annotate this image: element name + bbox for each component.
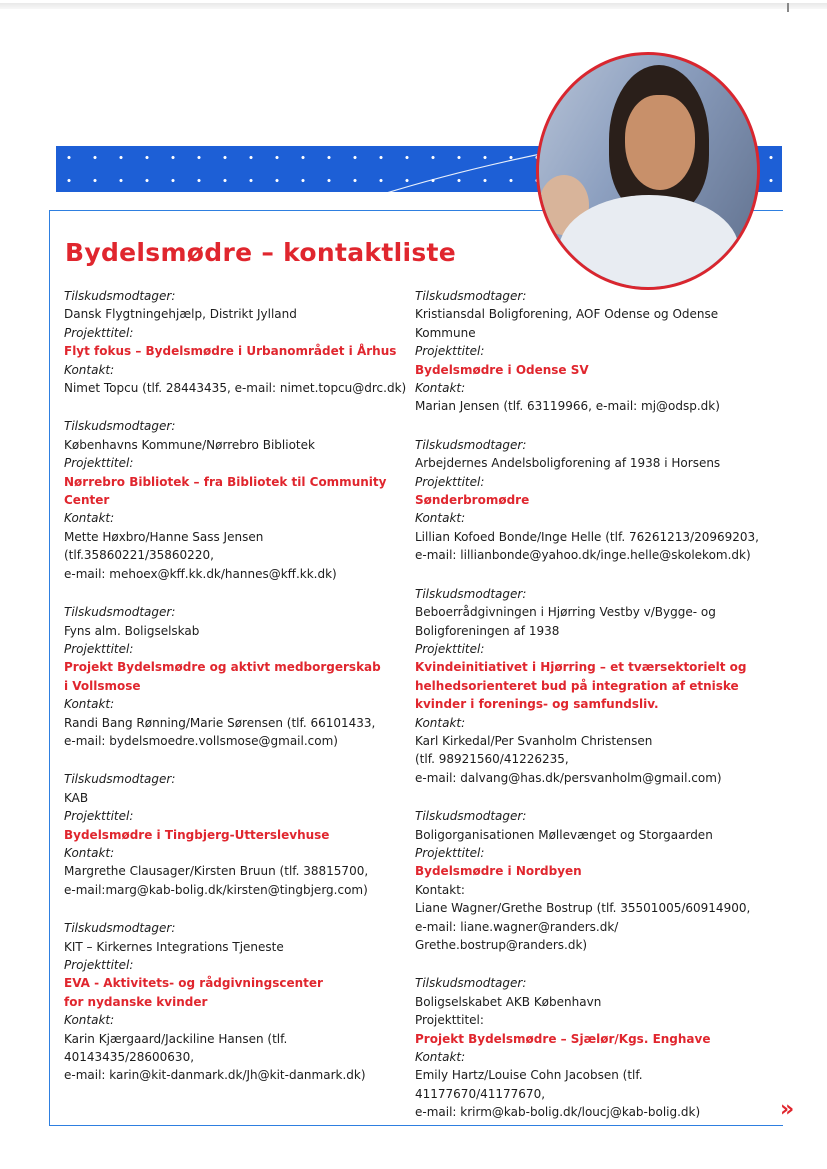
contact-label: Kontakt: bbox=[64, 1013, 115, 1028]
contact-label: Kontakt: bbox=[415, 511, 466, 526]
contact-details: Emily Hartz/Louise Cohn Jacobsen (tlf. 41177670/41177670, e-mail: krirm@kab-bolig.dk/loucj@kab-bolig.dk) bbox=[415, 1068, 701, 1120]
recipient-label: Tilskudsmodtager: bbox=[64, 921, 176, 936]
recipient-name: Fyns alm. Boligselskab bbox=[64, 623, 200, 638]
project-label: Projekttitel: bbox=[415, 344, 485, 359]
contact-label: Kontakt: bbox=[64, 511, 115, 526]
project-label: Projekttitel: bbox=[64, 325, 134, 340]
contact-entry bbox=[64, 417, 409, 583]
recipient-label: Tilskudsmodtager: bbox=[415, 437, 527, 452]
recipient-label: Tilskudsmodtager: bbox=[415, 289, 527, 303]
contact-details: Karin Kjærgaard/Jackiline Hansen (tlf. 40143435/28600630, e-mail: karin@kit-danmark.dk/Jh@kit-danmark.dk) bbox=[64, 1031, 366, 1083]
banner-swoosh bbox=[380, 150, 560, 200]
top-rule bbox=[0, 3, 827, 9]
recipient-name: Arbejdernes Andelsboligforening af 1938 i Horsens bbox=[415, 456, 721, 471]
project-title: Kvindeinitiativet i Hjørring – et tværsektorielt og helhedsorienteret bud på integration af etniske kvinder i forenings- og samfundsliv. bbox=[415, 660, 747, 712]
contact-label: Kontakt: bbox=[415, 1050, 466, 1065]
contact-label: Kontakt: bbox=[415, 381, 466, 396]
project-title: Nørrebro Bibliotek – fra Bibliotek til Community Center bbox=[64, 474, 387, 508]
contact-details: Nimet Topcu (tlf. 28443435, e-mail: nimet.topcu@drc.dk) bbox=[64, 381, 407, 396]
contact-entry bbox=[64, 919, 409, 1085]
contact-details: Mette Høxbro/Hanne Sass Jensen (tlf.35860221/35860220, e-mail: mehoex@kff.kk.dk/hannes@kff.kk.dk) bbox=[64, 529, 337, 581]
contact-label: Kontakt: bbox=[64, 697, 115, 712]
project-label: Projekttitel: bbox=[415, 641, 485, 656]
contact-label: Kontakt: bbox=[64, 845, 115, 860]
portrait-photo bbox=[536, 52, 760, 290]
project-title: Sønderbromødre bbox=[415, 493, 530, 508]
contact-entry bbox=[415, 807, 760, 954]
project-label: Projekttitel: bbox=[64, 456, 134, 471]
project-title: Projekt Bydelsmødre – Sjælør/Kgs. Enghave bbox=[415, 1031, 711, 1046]
recipient-name: Dansk Flygtningehjælp, Distrikt Jylland bbox=[64, 307, 297, 322]
project-title: Bydelsmødre i Nordbyen bbox=[415, 864, 582, 879]
project-title: Projekt Bydelsmødre og aktivt medborgerskab i Vollsmose bbox=[64, 660, 381, 693]
project-label: Projekttitel: bbox=[64, 958, 134, 972]
page-title: Bydelsmødre – kontaktliste bbox=[65, 238, 457, 267]
left-column bbox=[64, 287, 409, 1105]
project-label: Projekttitel: bbox=[415, 1013, 484, 1028]
recipient-name: KIT – Kirkernes Integrations Tjeneste bbox=[64, 939, 284, 954]
project-title: Bydelsmødre i Odense SV bbox=[415, 362, 589, 377]
recipient-label: Tilskudsmodtager: bbox=[64, 605, 176, 620]
contact-details: Liane Wagner/Grethe Bostrup (tlf. 35501005/60914900, e-mail: liane.wagner@randers.dk/ Grethe.bostrup@randers.dk) bbox=[415, 901, 751, 952]
contact-label: Kontakt: bbox=[64, 362, 115, 377]
contact-details: Marian Jensen (tlf. 63119966, e-mail: mj@odsp.dk) bbox=[415, 399, 720, 414]
contact-label: Kontakt: bbox=[415, 715, 466, 730]
contact-entry bbox=[64, 770, 409, 899]
recipient-label: Tilskudsmodtager: bbox=[415, 809, 527, 824]
contact-details: Randi Bang Rønning/Marie Sørensen (tlf. 66101433, e-mail: bydelsmoedre.vollsmose@gmail.com) bbox=[64, 715, 376, 748]
recipient-name: Boligselskabet AKB København bbox=[415, 994, 602, 1009]
recipient-label: Tilskudsmodtager: bbox=[64, 772, 176, 787]
recipient-name: KAB bbox=[64, 790, 89, 805]
next-page-arrow-icon[interactable]: » bbox=[780, 1097, 791, 1122]
recipient-label: Tilskudsmodtager: bbox=[64, 419, 176, 434]
project-label: Projekttitel: bbox=[64, 641, 134, 656]
contact-entry bbox=[64, 287, 409, 397]
contact-entry bbox=[64, 603, 409, 750]
recipient-name: Beboerrådgivningen i Hjørring Vestby v/Bygge- og Boligforeningen af 1938 bbox=[415, 605, 716, 638]
project-title: EVA - Aktivitets- og rådgivningscenter for nydanske kvinder bbox=[64, 976, 323, 1009]
contact-details: Lillian Kofoed Bonde/Inge Helle (tlf. 76261213/20969203, e-mail: lillianbonde@yahoo.dk/inge.helle@skolekom.dk) bbox=[415, 529, 759, 563]
recipient-label: Tilskudsmodtager: bbox=[415, 976, 527, 991]
contact-entry bbox=[415, 585, 760, 787]
right-column bbox=[415, 287, 760, 1142]
project-title: Flyt fokus – Bydelsmødre i Urbanområdet i Århus bbox=[64, 344, 397, 359]
contact-entry bbox=[415, 287, 760, 416]
recipient-label: Tilskudsmodtager: bbox=[415, 586, 527, 601]
contact-entry bbox=[415, 974, 760, 1121]
recipient-label: Tilskudsmodtager: bbox=[64, 289, 176, 303]
recipient-name: Boligorganisationen Møllevænget og Storgaarden bbox=[415, 827, 713, 842]
project-label: Projekttitel: bbox=[415, 474, 485, 489]
contact-details: Karl Kirkedal/Per Svanholm Christensen (tlf. 98921560/41226235, e-mail: dalvang@has.dk/persvanholm@gmail.com) bbox=[415, 733, 722, 785]
recipient-name: Københavns Kommune/Nørrebro Bibliotek bbox=[64, 437, 315, 452]
project-title: Bydelsmødre i Tingbjerg-Utterslevhuse bbox=[64, 827, 330, 842]
contact-label: Kontakt: bbox=[415, 882, 465, 897]
project-label: Projekttitel: bbox=[415, 845, 485, 860]
contact-details: Margrethe Clausager/Kirsten Bruun (tlf. 38815700, e-mail:marg@kab-bolig.dk/kirsten@tingbjerg.com) bbox=[64, 864, 369, 897]
project-label: Projekttitel: bbox=[64, 809, 134, 824]
recipient-name: Kristiansdal Boligforening, AOF Odense og Odense Kommune bbox=[415, 307, 719, 340]
contact-entry bbox=[415, 436, 760, 565]
